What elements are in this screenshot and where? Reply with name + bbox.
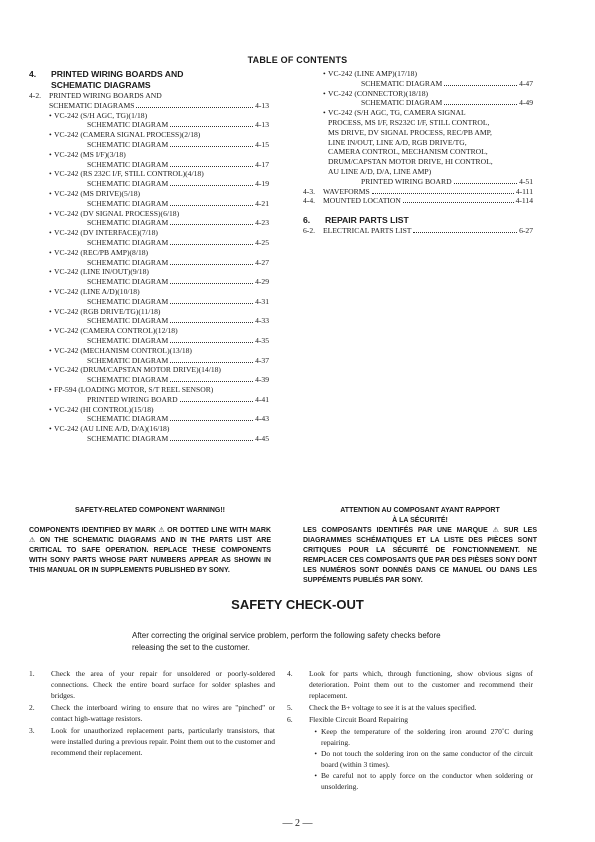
entry-sub: SCHEMATIC DIAGRAM [87,355,169,365]
safety-check-item [287,668,533,701]
safety-intro: After correcting the original service problem, perform the following safety checks before releasing the set to the customer. [132,631,441,652]
entry-title: LINE IN/OUT, LINE A/D, RGB DRIVE/TG, [328,137,467,147]
toc-entry-4-3[interactable] [303,187,533,197]
bullet-text: Do not touch the soldering iron on the same conductor of the circuit board (within 3 times). [321,749,533,769]
entry-title: VC-242 (S/H AGC, TG, CAMERA SIGNAL [328,108,466,118]
safety-checks-left [29,668,275,759]
item-text: Check the interboard wiring to ensure that no wires are "pinched" or contact high-wattage resistors. [51,703,275,723]
dot-leader [170,342,253,343]
toc-entry[interactable] [29,228,269,248]
bullet-icon: • [49,130,52,140]
safety-checks-right [287,668,533,792]
entry-sub: SCHEMATIC DIAGRAM [87,335,169,345]
dot-leader [454,183,518,184]
toc-entry[interactable] [29,424,269,444]
entry-sub: SCHEMATIC DIAGRAM [87,237,169,247]
bullet-icon: • [49,208,52,218]
entry-title: VC-242 (LINE A/D)(10/18) [54,286,140,296]
bullet-icon: • [49,326,52,336]
entry-title: PROCESS, MS I/F, RS232C I/F, STILL CONTROL, [328,117,490,127]
entry-page: 6-27 [519,225,533,235]
toc-section-6 [303,215,533,226]
dot-leader [170,322,253,323]
item-text: Flexible Circuit Board Repairing [309,715,408,724]
bullet-icon: • [49,188,52,198]
warning-triangle-icon: ⚠ [29,537,36,544]
dot-leader [170,166,253,167]
item-number: 1. [29,669,35,678]
section-title: SCHEMATIC DIAGRAMS [51,79,151,90]
entry-sub: PRINTED WIRING BOARD [361,176,452,186]
dot-leader [170,381,253,382]
toc-entry[interactable] [29,169,269,189]
entry-sub: SCHEMATIC DIAGRAM [87,277,169,287]
bullet-icon: • [49,286,52,296]
entry-title: VC-242 (LINE IN/OUT)(9/18) [54,267,149,277]
bullet-icon: • [49,267,52,277]
warning-body: LES COMPOSANTS IDENTIFÉS PAR UNE MARQUE ⚠ SUR LES DIAGRAMMES SCHÉMATIQUES ET LA LISTE DES PIÈCES SONT CRITIQUES POUR LA SÉCURITÉ DE FONCTIONNEMENT. NE REMPLACER CES COMPOSANTS QUE PAR DES PIÈSES SONY DONT LES NUMÉROS SONT DONNÉS DANS CE MANUEL OU DANS LES SUPPÉMENTS PUBLIÉS PAR SONY. [303,527,537,584]
toc-entry[interactable] [29,385,269,405]
entry-title: PRINTED WIRING BOARDS AND [49,91,162,100]
item-text: Look for unauthorized replacement parts, particularly transistors, that were installed during a previous repair. Point them out to the customer and recommend their replacement. [51,726,275,757]
bullet-icon: • [323,108,326,118]
entry-page: 4-114 [515,196,533,206]
entry-number: 4-3. [303,186,316,196]
safety-check-item [287,714,533,725]
toc-entry[interactable] [29,346,269,366]
entry-title: VC-242 (HI CONTROL)(15/18) [54,404,154,414]
entry-page: 4-39 [255,375,269,385]
toc-right-column [303,69,533,235]
section-number: 4. [29,69,37,79]
entry-sub: SCHEMATIC DIAGRAM [87,296,169,306]
safety-check-item [287,702,533,713]
dot-leader [170,205,253,206]
toc-entry[interactable] [303,69,533,89]
dot-leader [444,85,517,86]
entry-title: VC-242 (DRUM/CAPSTAN MOTOR DRIVE)(14/18) [54,365,221,375]
entry-title: VC-242 (DV SIGNAL PROCESS)(6/18) [54,208,180,218]
entry-number: 4-4. [303,196,316,206]
item-number: 5. [287,703,293,712]
entry-sub: SCHEMATIC DIAGRAM [87,257,169,267]
bullet-icon: • [49,247,52,257]
dot-leader [170,264,253,265]
item-number: 4. [287,669,293,678]
entry-page: 4-29 [255,277,269,287]
entry-title: FP-594 (LOADING MOTOR, S/T REEL SENSOR) [54,384,214,394]
dot-leader [170,420,253,421]
entry-page: 4-51 [519,176,533,186]
toc-entry[interactable] [29,267,269,287]
entry-sub: SCHEMATIC DIAGRAM [87,120,169,130]
warning-title: SAFETY-RELATED COMPONENT WARNING!! [75,507,225,514]
dot-leader [180,401,254,402]
entry-page: 4-41 [255,394,269,404]
entry-page: 4-111 [515,186,533,196]
toc-entry[interactable] [29,248,269,268]
toc-entry[interactable] [29,111,269,131]
dot-leader [170,303,253,304]
dot-leader [170,283,253,284]
entry-title: VC-242 (LINE AMP)(17/18) [328,69,418,78]
bullet-text: Be careful not to apply force on the conductor when soldering or unsoldering. [321,771,533,791]
entry-page: 4-31 [255,296,269,306]
entry-title: WAVEFORMS [323,186,370,196]
bullet-icon: • [314,771,317,780]
bullet-icon: • [49,110,52,120]
page-number: — 2 — [282,818,313,829]
dot-leader [170,362,253,363]
section-title: REPAIR PARTS LIST [325,215,409,226]
safety-checkout-title: SAFETY CHECK-OUT [231,597,364,612]
dot-leader [170,244,253,245]
section-number: 6. [303,215,311,226]
safety-warning-english [29,506,271,576]
bullet-icon: • [323,69,326,78]
toc-entry[interactable] [29,287,269,307]
entry-title: VC-242 (RS 232C I/F, STILL CONTROL)(4/18) [54,169,204,179]
dot-leader [170,224,253,225]
entry-title: VC-242 (S/H AGC, TG)(1/18) [54,110,148,120]
entry-title: DRUM/CAPSTAN MOTOR DRIVE, HI CONTROL, [328,157,493,167]
bullet-icon: • [49,404,52,414]
bullet-icon: • [49,345,52,355]
entry-title: CAMERA CONTROL, MECHANISM CONTROL, [328,147,488,157]
warning-triangle-icon: ⚠ [492,527,499,534]
bullet-icon: • [49,149,52,159]
entry-page: 4-33 [255,316,269,326]
bullet-icon: • [49,306,52,316]
bullet-icon: • [314,749,317,758]
bullet-text: Keep the temperature of the soldering iron around 270˚C during repairing. [321,727,533,747]
safety-check-item [29,725,275,758]
bullet-icon: • [49,424,52,434]
toc-entry[interactable] [29,189,269,209]
item-number: 2. [29,703,35,712]
entry-sub: SCHEMATIC DIAGRAM [87,159,169,169]
toc-entry[interactable] [29,326,269,346]
entry-page: 4-19 [255,179,269,189]
entry-page: 4-25 [255,237,269,247]
dot-leader [170,146,253,147]
bullet-icon: • [49,228,52,238]
bullet-icon: • [49,365,52,375]
entry-page: 4-13 [255,100,269,110]
entry-page: 4-17 [255,159,269,169]
warning-triangle-icon: ⚠ [158,527,165,534]
entry-sub: PRINTED WIRING BOARD [87,394,178,404]
entry-page: 4-43 [255,414,269,424]
entry-number: 6-2. [303,225,316,235]
entry-title: VC-242 (AU LINE A/D, D/A)(16/18) [54,424,170,434]
entry-page: 4-47 [519,78,533,88]
section-title: PRINTED WIRING BOARDS AND [51,69,184,79]
entry-page: 4-35 [255,335,269,345]
entry-page: 4-27 [255,257,269,267]
safety-warning-french [303,506,537,586]
toc-entry-all-boards[interactable] [303,108,533,186]
entry-title: VC-242 (REC/PB AMP)(8/18) [54,247,149,257]
entry-page: 4-49 [519,98,533,108]
safety-check-item [29,702,275,724]
entry-title: MS DRIVE, DV SIGNAL PROCESS, REC/PB AMP, [328,127,492,137]
entry-title: VC-242 (RGB DRIVE/TG)(11/18) [54,306,161,316]
entry-sub: SCHEMATIC DIAGRAM [87,139,169,149]
bullet-icon: • [314,727,317,736]
warning-title: À LA SÉCURITÉ! [392,517,448,524]
toc-entry[interactable] [29,405,269,425]
toc-entry[interactable] [29,209,269,229]
entry-title: VC-242 (MS DRIVE)(5/18) [54,188,141,198]
dot-leader [170,440,253,441]
entry-title: AU LINE A/D, D/A, LINE AMP) [328,166,432,176]
dot-leader [170,185,253,186]
entry-title: MOUNTED LOCATION [323,196,401,206]
toc-left-column [29,69,269,444]
toc-entry[interactable] [29,150,269,170]
warning-title: ATTENTION AU COMPOSANT AYANT RAPPORT [340,507,500,514]
entry-page: 4-37 [255,355,269,365]
entry-page: 4-15 [255,139,269,149]
entry-page: 4-45 [255,433,269,443]
entry-sub: SCHEMATIC DIAGRAM [87,218,169,228]
dot-leader [170,126,253,127]
bullet-icon: • [49,169,52,179]
entry-title: SCHEMATIC DIAGRAMS [49,100,135,110]
toc-entry[interactable] [303,89,533,109]
entry-title: ELECTRICAL PARTS LIST [323,225,412,235]
item-text: Check the B+ voltage to see it is at the values specified. [309,703,477,712]
entry-title: VC-242 (MS I/F)(3/18) [54,149,126,159]
toc-entry[interactable] [29,307,269,327]
safety-check-item [29,668,275,701]
toc-entry[interactable] [29,365,269,385]
entry-sub: SCHEMATIC DIAGRAM [87,375,169,385]
entry-sub: SCHEMATIC DIAGRAM [87,316,169,326]
dot-leader [413,232,517,233]
safety-sub-bullet [287,748,533,770]
entry-title: VC-242 (MECHANISM CONTROL)(13/18) [54,345,192,355]
dot-leader [444,104,517,105]
entry-title: VC-242 (DV INTERFACE)(7/18) [54,228,158,238]
entry-number: 4-2. [29,91,42,100]
toc-entry-4-4[interactable] [303,196,533,206]
dot-leader [372,193,514,194]
safety-sub-bullet [287,770,533,792]
safety-sub-bullet [287,726,533,748]
warning-body: COMPONENTS IDENTIFIED BY MARK ⚠ OR DOTTED LINE WITH MARK ⚠ ON THE SCHEMATIC DIAGRAMS AND IN THE PARTS LIST ARE CRITICAL TO SAFE OPERATION. REPLACE THESE COMPONENTS WITH SONY PARTS WHOSE PART NUMBERS APPEAR AS SHOWN IN THIS MANUAL OR IN SUPPLEMENTS PUBLISHED BY SONY. [29,527,272,574]
dot-leader [136,107,253,108]
entry-sub: SCHEMATIC DIAGRAM [361,78,443,88]
item-text: Look for parts which, through functioning, show obvious signs of deterioration. Point them out to the customer and recommend their replacement. [309,669,533,700]
entry-page: 4-21 [255,198,269,208]
bullet-icon: • [49,384,52,394]
entry-sub: SCHEMATIC DIAGRAM [87,433,169,443]
entry-title: VC-242 (CAMERA SIGNAL PROCESS)(2/18) [54,130,201,140]
entry-sub: SCHEMATIC DIAGRAM [87,179,169,189]
entry-title: VC-242 (CAMERA CONTROL)(12/18) [54,326,178,336]
toc-entry-4-2[interactable] [29,91,269,111]
toc-section-4 [29,69,269,90]
entry-sub: SCHEMATIC DIAGRAM [87,414,169,424]
toc-title: TABLE OF CONTENTS [247,55,348,65]
entry-sub: SCHEMATIC DIAGRAM [361,98,443,108]
item-number: 3. [29,726,35,735]
toc-entry-6-2[interactable] [303,226,533,236]
toc-entry[interactable] [29,130,269,150]
entry-title: VC-242 (CONNECTOR)(18/18) [328,88,429,98]
dot-leader [403,202,514,203]
item-number: 6. [287,715,293,724]
bullet-icon: • [323,88,326,98]
entry-sub: SCHEMATIC DIAGRAM [87,198,169,208]
entry-page: 4-13 [255,120,269,130]
item-text: Check the area of your repair for unsoldered or poorly-soldered connections. Check the entire board surface for solder splashes and bridges. [51,669,275,700]
entry-page: 4-23 [255,218,269,228]
